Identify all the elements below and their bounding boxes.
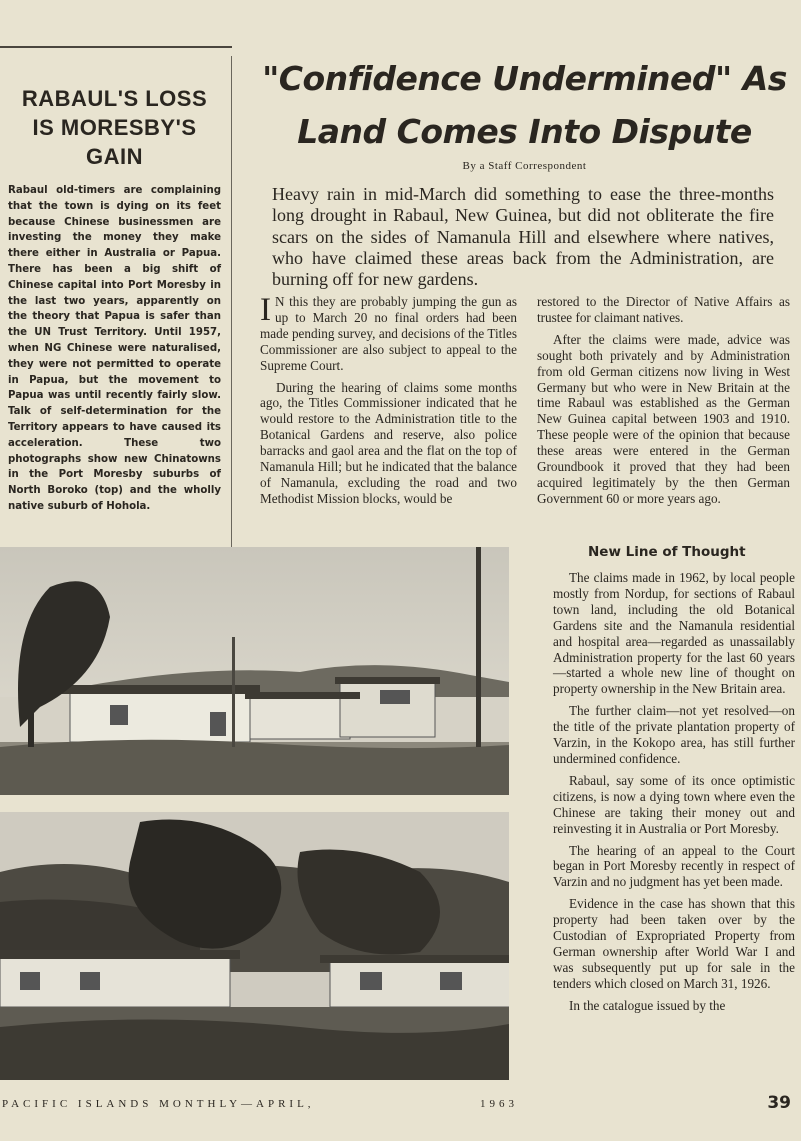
subheading: New Line of Thought (588, 544, 746, 560)
page-footer (0, 1093, 801, 1123)
lead-paragraph: Heavy rain in mid-March did something to ease the three-months long drought in Rabaul, New Guinea, but did not obliterate the fire scars on the sides of Namanula Hill and elsewhere where natives, who have claimed these areas back from the Administration, are burning off for new gardens. (272, 184, 774, 290)
byline: By a Staff Correspondent (462, 160, 587, 172)
photo-north-boroko (0, 547, 509, 795)
title-line-2: Land Comes Into Dispute (297, 112, 752, 151)
column-2 (537, 294, 790, 513)
paragraph: Evidence in the case has shown that this property had been taken over by the Custodian of Expropriated Property from German ownership after World War I and was subsequently put up for sale in the tenders which closed on March 31, 1926. (553, 896, 795, 991)
footer-magazine-name: PACIFIC ISLANDS MONTHLY—APRIL, (2, 1098, 315, 1110)
article-title (248, 52, 801, 158)
paragraph: The hearing of an appeal to the Court began in Port Moresby recently in respect of Varzin and no judgment has yet been made. (553, 842, 795, 890)
paragraph: The claims made in 1962, by local people mostly from Nordup, for sections of Rabaul town land, including the old Botanical Gardens site and the Namanula residential and hospital area—regarded as unassailably Administration property for the last 60 years—started a whole new line of thought on property ownership in the New Britain area. (553, 570, 795, 697)
column-1 (260, 294, 517, 513)
sidebar-headline: RABAUL'S LOSS IS MORESBY'S GAIN (21, 86, 208, 169)
top-rule (0, 46, 232, 48)
paragraph: In the catalogue issued by the (569, 997, 726, 1013)
footer-year: 1963 (480, 1098, 518, 1110)
drop-cap: I (260, 292, 271, 328)
column-3 (553, 570, 795, 1020)
sidebar-body: Rabaul old-timers are complaining that the town is dying on its feet because Chinese businessmen are investing the money they make there either in Australia or Papua. There has been a big shift of Chinese capital into Port Moresby in the last two years, apparently on the theory that Papua is safer than the UN Trust Territory. Until 1957, when NG Chinese were naturalised, they were not permitted to operate in Papua, but the movement to Papua was until recently fairly slow. Talk of self-determination for the Territory appears to have caused its acceleration. These two photographs show new Chinatowns in the Port Moresby suburbs of North Boroko (top) and the wholly native suburb of Hohola. (8, 185, 221, 512)
sidebar-box (0, 56, 232, 548)
paragraph: restored to the Director of Native Affairs as trustee for claimant natives. (537, 294, 790, 325)
paragraph: After the claims were made, advice was sought both privately and by Administration from old German citizens now living in West Germany but who were in New Britain at the time Rabaul was established as the German New Guinea capital between 1903 and 1910. These people were of the opinion that because these areas were entered in the German Groundbook it proved that they had been acquired legitimately by the then German Government 60 or more years ago. (537, 331, 790, 506)
page-number: 39 (767, 1093, 791, 1113)
paragraph: The further claim—not yet resolved—on the title of the private plantation property of Varzin, in the Kokopo area, has still further undermined confidence. (553, 703, 795, 766)
title-line-1: "Confidence Undermined" As (262, 59, 787, 98)
photo-hohola (0, 812, 509, 1080)
paragraph (260, 294, 517, 374)
paragraph: Rabaul, say some of its once optimistic citizens, is now a dying town where even the Chinese are taking their money out and reinvesting it in Australia or Port Moresby. (553, 772, 795, 836)
paragraph: During the hearing of claims some months ago, the Titles Commissioner indicated that he would restore to the Administration title to the Botanical Gardens and reserve, also police barracks and gaol area and the flat on the top of Namanula Hill; but he indicated that the balance of Namanula, excluding the road and two Methodist Mission blocks, would be (260, 379, 517, 506)
paragraph-text: N this they are probably jumping the gun as up to March 20 no final orders had been made pending survey, and decisions of the Titles Commissioner are also subject to appeal to the Supreme Court. (260, 294, 517, 373)
